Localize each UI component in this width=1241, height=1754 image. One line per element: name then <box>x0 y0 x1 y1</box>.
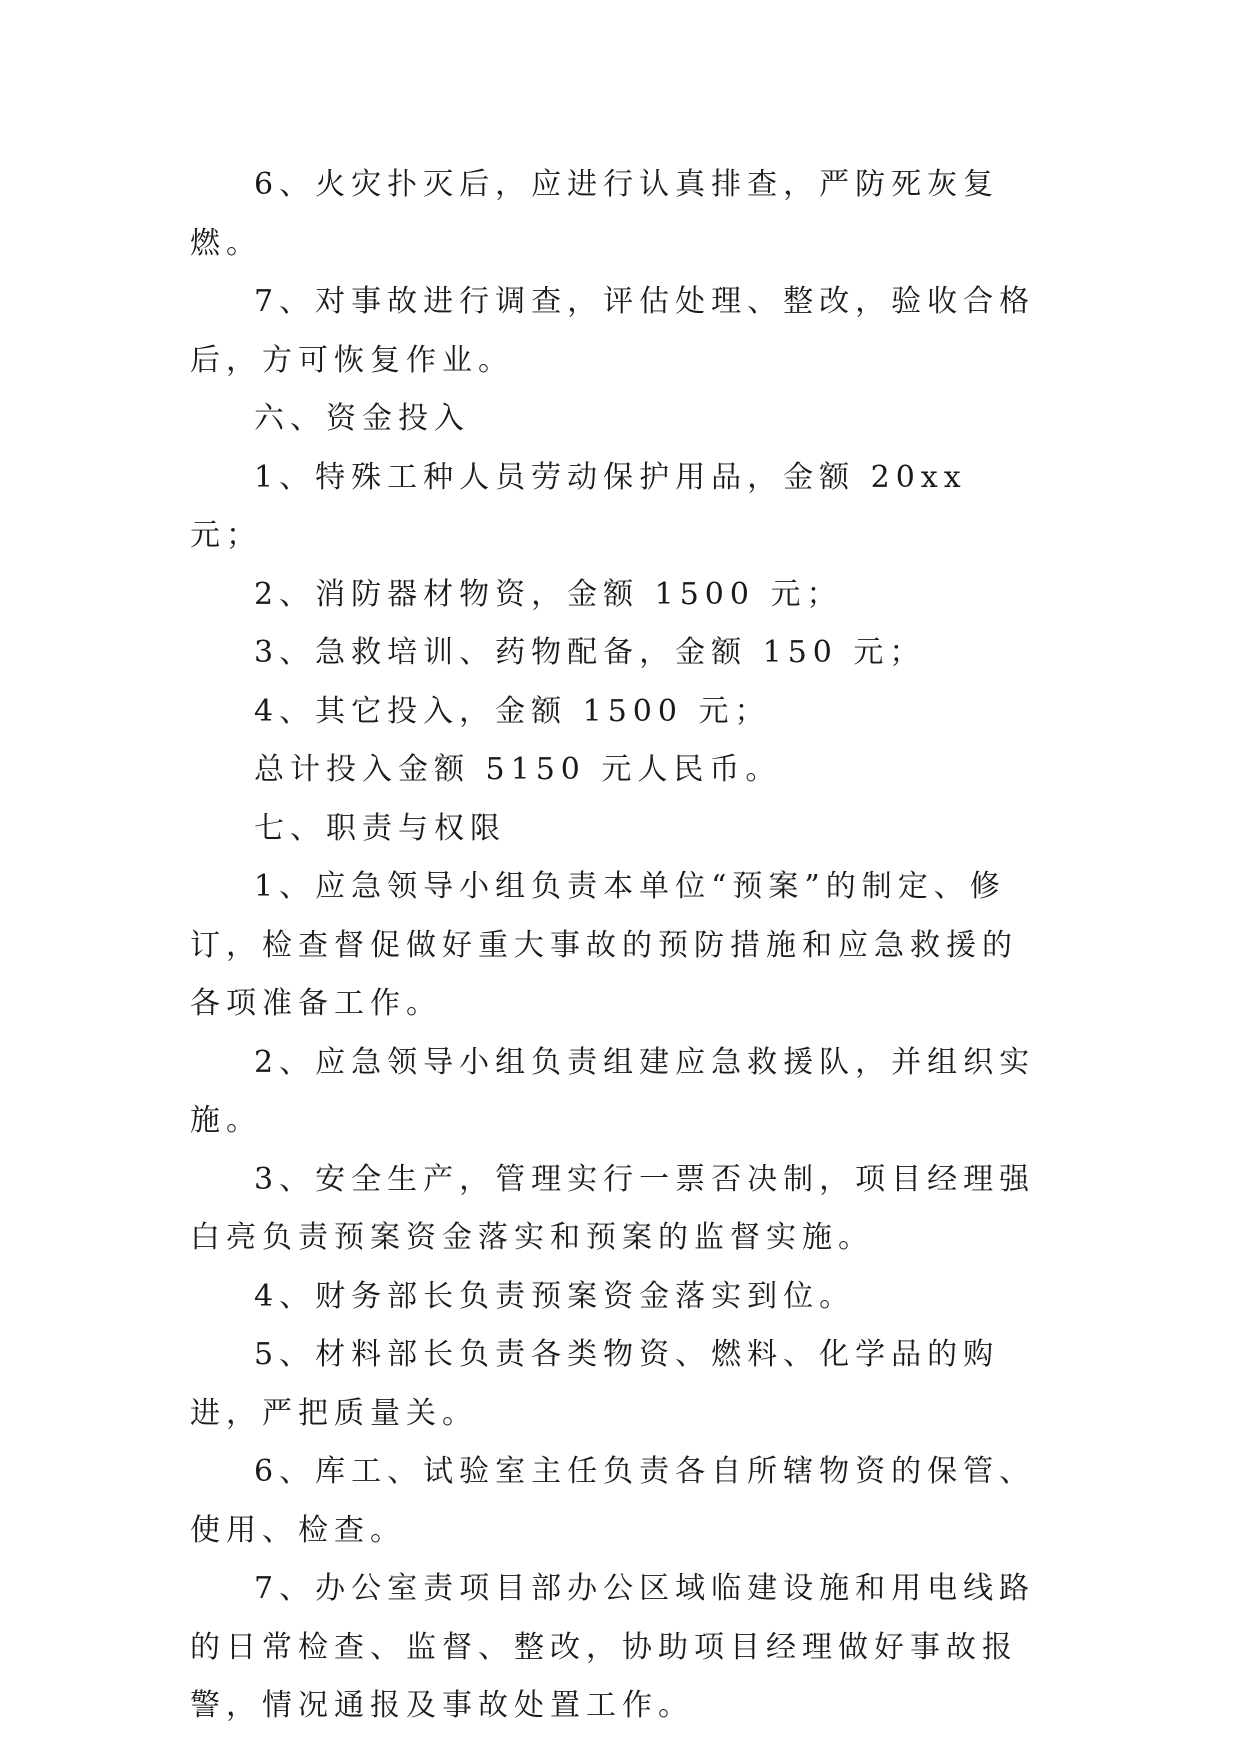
funding-item-3: 3、急救培训、药物配备，金额 150 元； <box>254 635 926 670</box>
paragraph-item-6-fire-check: 6、火灾扑灭后，应进行认真排查，严防死灰复燃。 <box>190 167 1000 261</box>
responsibility-item-4: 4、财务部长负责预案资金落实到位。 <box>254 1278 856 1314</box>
document-body <box>190 156 1050 1736</box>
section-heading-responsibilities: 七、职责与权限 <box>254 810 506 846</box>
funding-total: 总计投入金额 5150 元人民币。 <box>254 752 782 787</box>
section-heading-funding: 六、资金投入 <box>254 401 470 436</box>
responsibility-item-1: 1、应急领导小组负责本单位“预案”的制定、修订，检查督促做好重大事故的预防措施和应急救援的各项准备工作。 <box>190 869 1018 1021</box>
responsibility-item-3: 3、安全生产，管理实行一票否决制，项目经理强白亮负责预案资金落实和预案的监督实施。 <box>190 1161 1036 1255</box>
responsibility-item-7: 7、办公室责项目部办公区域临建设施和用电线路的日常检查、监督、整改，协助项目经理做好事故报警，情况通报及事故处置工作。 <box>190 1571 1036 1723</box>
funding-item-4: 4、其它投入，金额 1500 元； <box>254 693 771 729</box>
funding-item-2: 2、消防器材物资，金额 1500 元； <box>254 576 843 612</box>
responsibility-item-5: 5、材料部长负责各类物资、燃料、化学品的购进，严把质量关。 <box>190 1337 1000 1431</box>
funding-item-1: 1、特殊工种人员劳动保护用品，金额 20xx 元； <box>190 459 967 553</box>
responsibility-item-6: 6、库工、试验室主任负责各自所辖物资的保管、使用、检查。 <box>190 1454 1036 1548</box>
paragraph-item-7-investigation: 7、对事故进行调查，评估处理、整改，验收合格后，方可恢复作业。 <box>190 284 1036 378</box>
responsibility-item-2: 2、应急领导小组负责组建应急救援队，并组织实施。 <box>190 1044 1036 1138</box>
